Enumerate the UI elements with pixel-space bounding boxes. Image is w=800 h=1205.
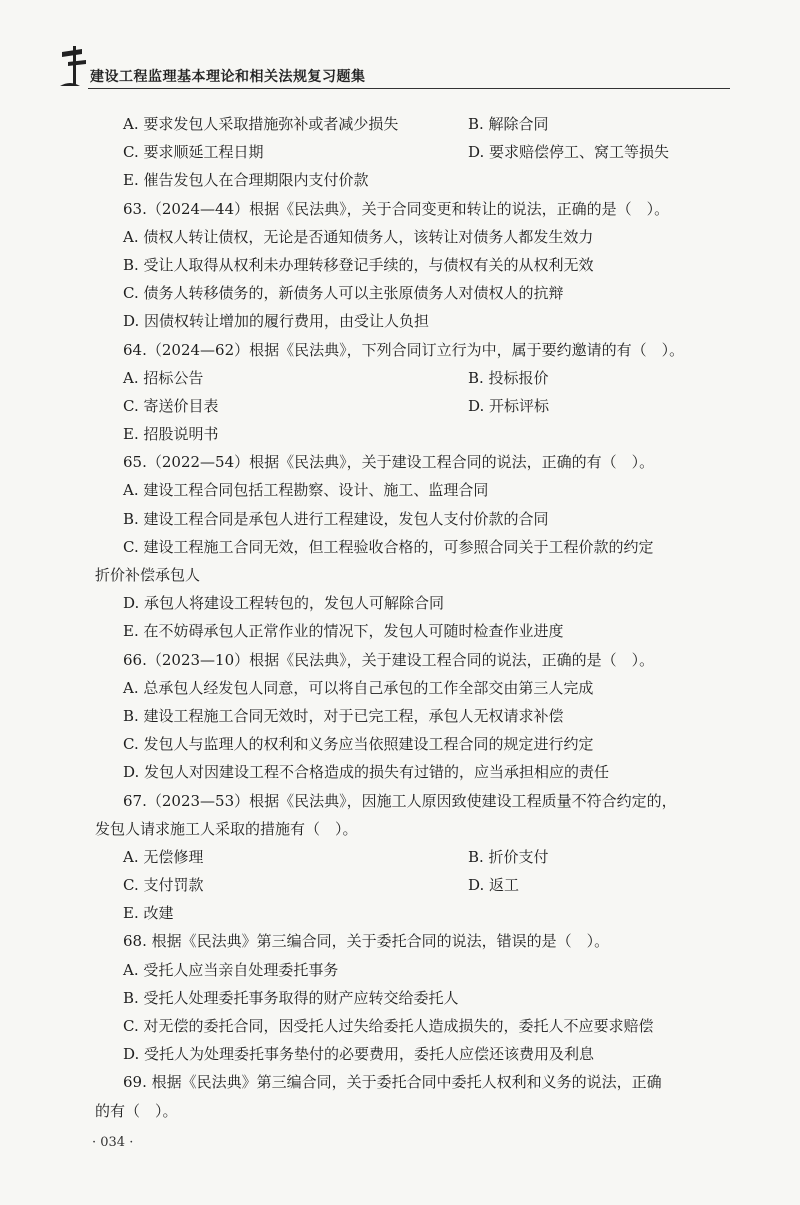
option-d: D. 发包人对因建设工程不合格造成的损失有过错的，应当承担相应的责任	[123, 763, 610, 782]
option-d: D. 承包人将建设工程转包的，发包人可解除合同	[123, 594, 445, 613]
option-e: E. 招股说明书	[123, 425, 219, 444]
option-d: D. 要求赔偿停工、窝工等损失	[468, 143, 670, 162]
option-row	[95, 138, 725, 166]
option-b: B. 建设工程合同是承包人进行工程建设，发包人支付价款的合同	[123, 509, 549, 528]
option-d: D. 受托人为处理委托事务垫付的必要费用，委托人应偿还该费用及利息	[123, 1045, 595, 1064]
question-64-stem: 64.（2024—62）根据《民法典》，下列合同订立行为中，属于要约邀请的有（ ）。	[123, 340, 685, 359]
page-number: · 034 ·	[92, 1135, 134, 1150]
question-63-stem: 63.（2024—44）根据《民法典》，关于合同变更和转让的说法，正确的是（ ）。	[123, 199, 670, 218]
option-d: D. 返工	[468, 876, 520, 895]
option-c: C. 支付罚款	[123, 876, 204, 895]
option-row	[95, 392, 725, 420]
option-b: B. 受让人取得从权利未办理转移登记手续的，与债权有关的从权利无效	[123, 255, 594, 274]
option-a: A. 招标公告	[123, 368, 204, 387]
option-b: B. 受托人处理委托事务取得的财产应转交给委托人	[123, 988, 459, 1007]
option-row	[95, 364, 725, 392]
option-b: B. 建设工程施工合同无效时，对于已完工程，承包人无权请求补偿	[123, 706, 564, 725]
book-title: 建设工程监理基本理论和相关法规复习题集	[90, 69, 366, 85]
option-c: C. 债务人转移债务的，新债务人可以主张原债务人对债权人的抗辩	[123, 284, 564, 303]
option-e: E. 催告发包人在合理期限内支付价款	[123, 171, 369, 190]
option-c: C. 发包人与监理人的权利和义务应当依照建设工程合同的规定进行约定	[123, 735, 594, 754]
question-69-stem-continuation: 的有（ ）。	[95, 1101, 178, 1120]
option-row	[95, 871, 725, 899]
question-67-stem: 67.（2023—53）根据《民法典》，因施工人原因致使建设工程质量不符合约定的，	[123, 791, 677, 810]
signpost-logo-icon	[60, 40, 90, 90]
option-c: C. 寄送价目表	[123, 396, 219, 415]
option-c: C. 建设工程施工合同无效，但工程验收合格的，可参照合同关于工程价款的约定	[123, 537, 654, 556]
page-header	[60, 40, 730, 92]
option-c: C. 要求顺延工程日期	[123, 143, 264, 162]
option-c-continuation: 折价补偿承包人	[95, 566, 201, 584]
option-a: A. 总承包人经发包人同意，可以将自己承包的工作全部交由第三人完成	[123, 678, 594, 697]
option-a: A. 无偿修理	[123, 847, 204, 866]
option-b: B. 解除合同	[468, 115, 549, 133]
option-b: B. 投标报价	[468, 368, 549, 387]
option-d: D. 因债权转让增加的履行费用，由受让人负担	[123, 312, 430, 331]
option-a: A. 建设工程合同包括工程勘察、设计、施工、监理合同	[123, 481, 489, 500]
option-e: E. 改建	[123, 904, 174, 923]
question-content	[95, 110, 725, 1125]
question-68-stem: 68. 根据《民法典》第三编合同，关于委托合同的说法，错误的是（ ）。	[123, 932, 610, 951]
question-65-stem: 65.（2022—54）根据《民法典》，关于建设工程合同的说法，正确的有（ ）。	[123, 453, 655, 472]
option-row	[95, 110, 725, 138]
question-66-stem: 66.（2023—10）根据《民法典》，关于建设工程合同的说法，正确的是（ ）。	[123, 650, 655, 669]
option-a: A. 债权人转让债权，无论是否通知债务人，该转让对债务人都发生效力	[123, 227, 594, 246]
option-e: E. 在不妨碍承包人正常作业的情况下，发包人可随时检查作业进度	[123, 622, 564, 641]
option-c: C. 对无偿的委托合同，因受托人过失给委托人造成损失的，委托人不应要求赔偿	[123, 1017, 654, 1035]
question-67-stem-continuation: 发包人请求施工人采取的措施有（ ）。	[95, 819, 358, 838]
option-d: D. 开标评标	[468, 396, 550, 415]
option-row	[95, 843, 725, 871]
option-a: A. 受托人应当亲自处理委托事务	[123, 960, 339, 979]
header-divider	[88, 88, 730, 89]
option-b: B. 折价支付	[468, 847, 549, 866]
option-a: A. 要求发包人采取措施弥补或者减少损失	[123, 115, 399, 133]
question-69-stem: 69. 根据《民法典》第三编合同，关于委托合同中委托人权利和义务的说法，正确	[123, 1073, 662, 1092]
